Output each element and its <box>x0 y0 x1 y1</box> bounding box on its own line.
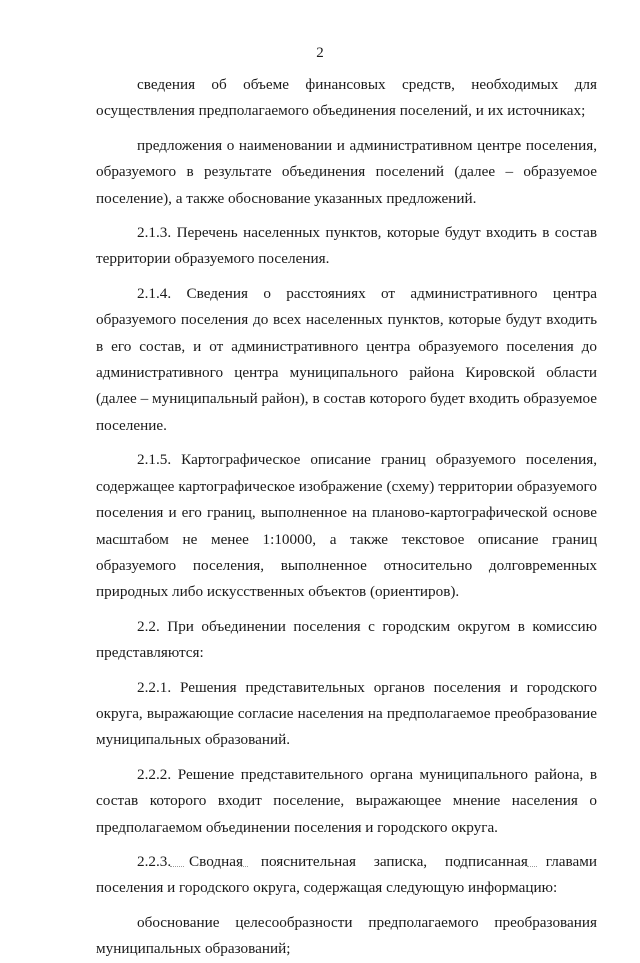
page-number: 2 <box>316 45 324 61</box>
scan-mark-right <box>527 866 537 868</box>
paragraph-2-2-1: 2.2.1. Решения представительных органов поселения и городского округа, выражающие согласие населения на предполагаемое преобразование муниципальных образований. <box>96 678 597 749</box>
paragraph-financial-info: сведения об объеме финансовых средств, необходимых для осуществления предполагаемого объединения поселений, и их источниках; <box>96 76 597 120</box>
paragraph-2-1-4: 2.1.4. Сведения о расстояниях от административного центра образуемого поселения до всех населенных пунктов, которые будут входить в его состав, и от административного центра образуемого поселения до административного центра муниципального района Кировской области (далее – муниципальный район), в состав которого будет входить образуемое поселение. <box>96 284 597 434</box>
paragraph-2-2-2: 2.2.2. Решение представительного органа муниципального района, в состав которого входит поселение, выражающее мнение населения о предполагаемом объединении поселения и городского округа. <box>96 765 597 836</box>
scan-mark-center-left <box>238 866 248 868</box>
scan-artifacts <box>0 866 640 874</box>
paragraph-2-1-3: 2.1.3. Перечень населенных пунктов, которые будут входить в состав территории образуемого поселения. <box>96 224 597 268</box>
scan-mark-center-right <box>456 866 468 868</box>
paragraph-2-2: 2.2. При объединении поселения с городским округом в комиссию представляются: <box>96 617 597 662</box>
paragraph-name-proposal: предложения о наименовании и административном центре поселения, образуемого в результате объединения поселений (далее – образуемое поселение), а также обоснование указанных предложений. <box>96 136 597 207</box>
scan-mark-left <box>170 866 184 868</box>
paragraph-2-1-5: 2.1.5. Картографическое описание границ образуемого поселения, содержащее картографическое изображение (схему) территории образуемого поселения и его границ, выполненное на планово-картографической основе масштабом не менее 1:10000, а также текстовое описание границ образуемого поселения, выполненное относительно долговременных природных либо искусственных объектов (ориентиров). <box>96 451 597 601</box>
paragraph-justification: обоснование целесообразности предполагаемого преобразования муниципальных образований; <box>96 913 597 958</box>
document-body <box>96 72 597 963</box>
paragraph-2-2-3: 2.2.3. Сводная пояснительная записка, подписанная главами поселения и городского округа, содержащая следующую информацию: <box>96 852 597 897</box>
